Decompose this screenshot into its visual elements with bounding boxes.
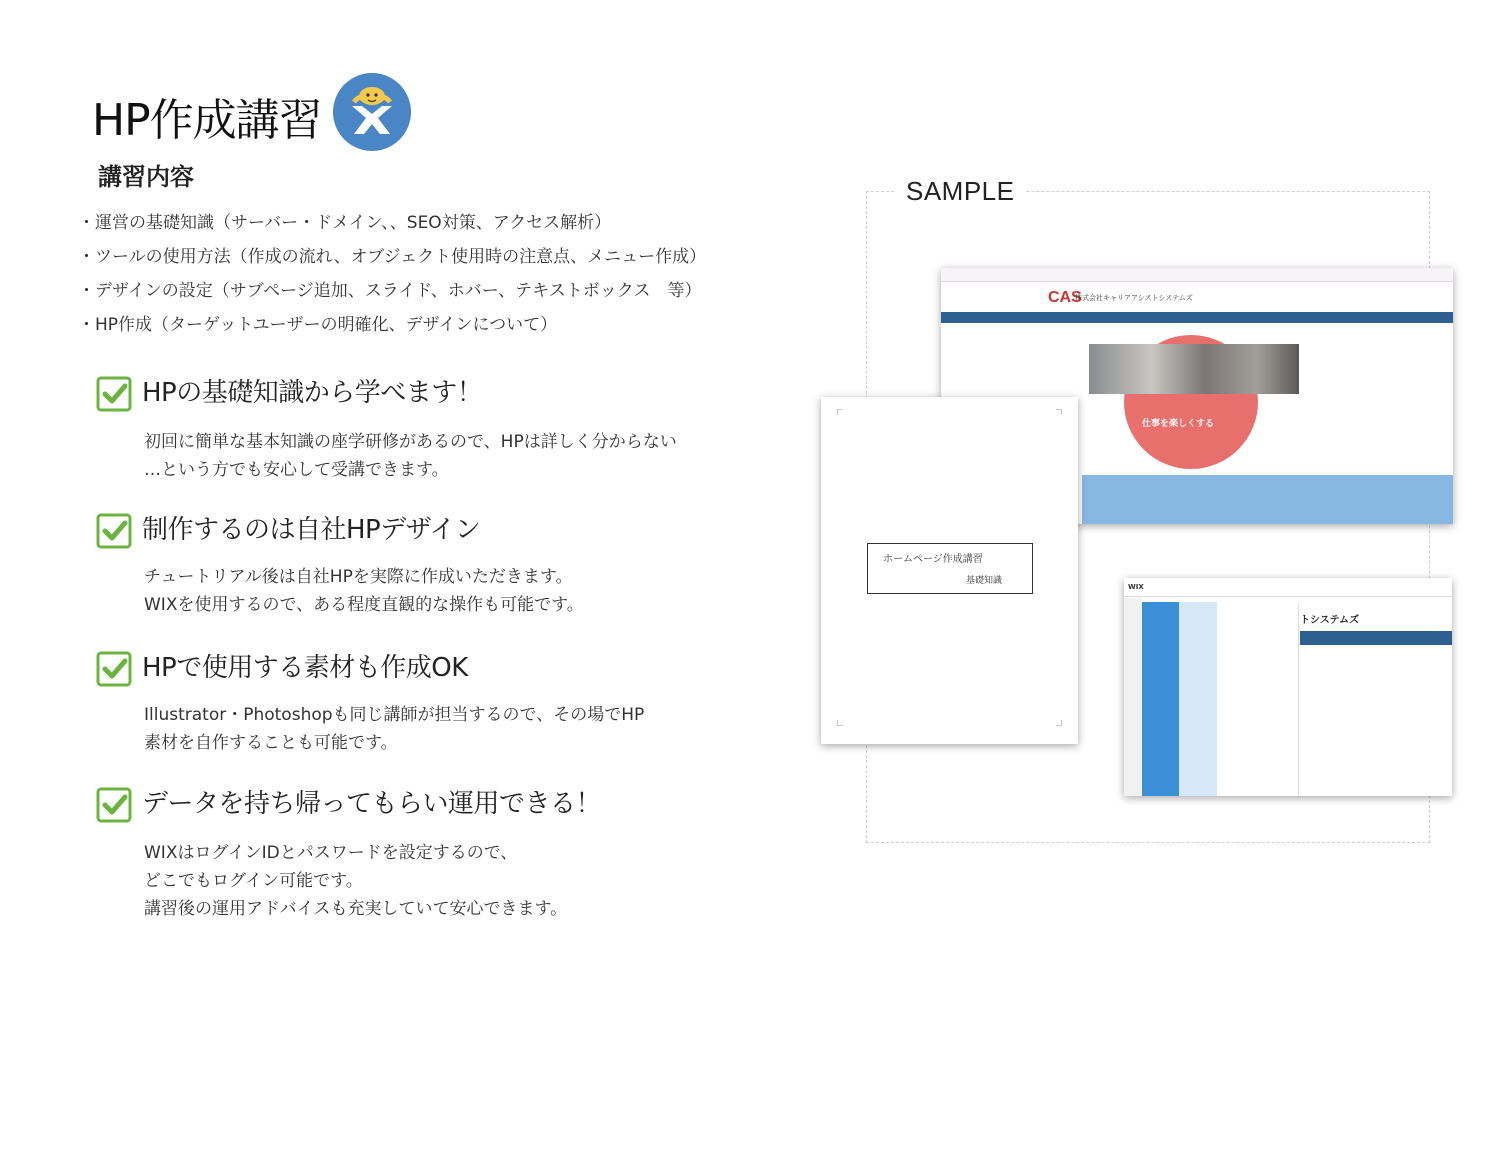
slide-title: ホームページ作成講習 <box>883 554 983 565</box>
sample-editor-screenshot <box>1124 578 1452 796</box>
editor-submenu <box>1179 602 1217 796</box>
site-logo: CAS <box>1048 289 1082 306</box>
site-company-name: 株式会社キャリアアシストシステムズ <box>1075 294 1193 302</box>
list-item: ・HP作成（ターゲットユーザーの明確化、デザインについて） <box>78 315 558 335</box>
feature-description <box>144 428 677 484</box>
sample-slide-screenshot <box>821 397 1078 744</box>
editor-canvas-nav <box>1300 631 1452 645</box>
description-line: …という方でも安心して受講できます。 <box>144 460 449 480</box>
description-line: 初回に簡単な基本知識の座学研修があるので、HPは詳しく分からない <box>144 432 677 452</box>
description-line: チュートリアル後は自社HPを実際に作成いただきます。 <box>144 567 573 587</box>
editor-top-bar: WIX <box>1124 578 1452 597</box>
hero-text: 仕事を楽しくする <box>1142 419 1215 429</box>
section-subtitle: 講習内容 <box>98 163 194 191</box>
corner-mark-icon <box>837 409 843 415</box>
corner-mark-icon <box>1056 720 1062 726</box>
editor-add-menu <box>1142 602 1179 796</box>
checkbox-checked-icon <box>96 513 132 549</box>
description-line: Illustrator・Photoshopも同じ講師が担当するので、その場でHP <box>144 705 645 725</box>
feature-heading: HPの基礎知識から学べます！ <box>142 378 483 408</box>
description-line: WIXはログインIDとパスワードを設定するので、 <box>144 843 518 863</box>
list-item: ・ツールの使用方法（作成の流れ、オブジェクト使用時の注意点、メニュー作成） <box>78 247 707 267</box>
hero-photo <box>1089 344 1299 394</box>
description-line: WIXを使用するので、ある程度直観的な操作も可能です。 <box>144 595 584 615</box>
feature-description <box>144 563 584 619</box>
feature-heading: HPで使用する素材も作成OK <box>142 653 468 683</box>
slide-title-box <box>867 543 1033 594</box>
feature-description <box>144 701 644 757</box>
feature-description <box>144 839 567 923</box>
editor-text-panel <box>1217 602 1299 796</box>
slide-subtitle: 基礎知識 <box>966 576 1003 586</box>
site-nav-bar <box>941 312 1453 323</box>
list-item: ・デザインの設定（サブページ追加、スライド、ホバー、テキストボックス 等） <box>78 281 702 301</box>
wix-logo-icon <box>332 72 412 152</box>
page-title: HP作成講習 <box>92 95 322 146</box>
list-item: ・運営の基礎知識（サーバー・ドメイン、、SEO対策、アクセス解析） <box>78 213 612 233</box>
corner-mark-icon <box>837 720 843 726</box>
site-top-banner <box>941 268 1453 282</box>
checkbox-checked-icon <box>96 787 132 823</box>
checkbox-checked-icon <box>96 651 132 687</box>
description-line: どこでもログイン可能です。 <box>144 871 363 891</box>
site-header <box>941 282 1453 312</box>
editor-canvas-heading: トシステムズ <box>1300 615 1359 626</box>
description-line: 素材を自作することも可能です。 <box>144 733 398 753</box>
description-line: 講習後の運用アドバイスも充実していて安心できます。 <box>144 899 568 919</box>
feature-heading: データを持ち帰ってもらい運用できる！ <box>142 789 602 819</box>
checkbox-checked-icon <box>96 376 132 412</box>
corner-mark-icon <box>1056 409 1062 415</box>
course-contents-list <box>78 206 706 342</box>
editor-sidebar <box>1124 598 1142 796</box>
site-news-band <box>1082 475 1453 524</box>
feature-heading: 制作するのは自社HPデザイン <box>142 515 481 545</box>
sample-label: SAMPLE <box>896 176 1025 207</box>
